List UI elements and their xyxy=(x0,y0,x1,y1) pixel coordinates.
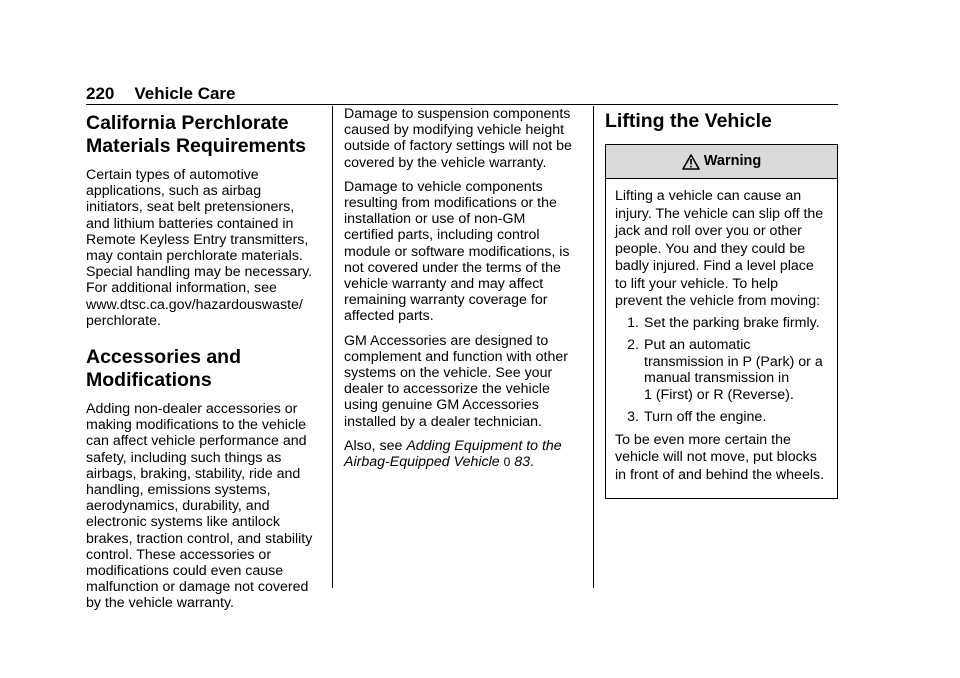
page-header xyxy=(86,84,838,104)
list-item xyxy=(615,409,827,426)
warning-steps xyxy=(615,315,827,426)
right-column xyxy=(605,106,838,499)
left-column xyxy=(86,106,322,620)
accessories-heading: Accessories and Modifications xyxy=(86,346,242,392)
lifting-heading: Lifting the Vehicle xyxy=(605,110,772,132)
step-text: Put an automatic transmission in P (Park) or a manual transmission in 1 (First) or R (Reverse). xyxy=(644,337,823,403)
warning-header xyxy=(606,145,837,179)
warning-outro: To be even more certain the vehicle will not move, put blocks in front of and behind the wheels. xyxy=(615,431,825,483)
warning-box xyxy=(605,144,838,499)
cross-reference-link[interactable]: Adding Equipment to the Airbag-Equipped Vehicle xyxy=(344,437,562,471)
accessories-paragraph: Adding non-dealer accessories or making modifications to the vehicle can affect vehicle performance and safety, including such things as airbags, braking, stability, ride and handling, emissions systems, aerodynamics, durability, and electronic systems like antilock brakes, traction control, and stability control. These accessories or modifications could even cause malfunction or damage not covered by the vehicle warranty. xyxy=(86,401,313,612)
warning-body xyxy=(606,179,837,498)
page-number: 220 xyxy=(86,84,115,103)
step-number: 2. xyxy=(627,337,639,353)
header-divider xyxy=(86,104,838,105)
column-divider xyxy=(332,106,333,588)
list-item xyxy=(615,337,827,403)
components-paragraph: Damage to vehicle components resulting from modifications or the installation or use of non-GM certified parts, including control module or software modifications, is not covered under the terms of the vehicle warranty and may affect remaining warranty coverage for affected parts. xyxy=(344,178,570,325)
suspension-paragraph: Damage to suspension components caused by modifying vehicle height outside of factory settings will not be covered by the vehicle warranty. xyxy=(344,106,572,171)
page-reference-number[interactable]: 83 xyxy=(510,454,531,471)
middle-column xyxy=(344,106,584,478)
column-divider xyxy=(593,106,594,588)
step-text: Turn off the engine. xyxy=(644,409,767,425)
step-text: Set the parking brake firmly. xyxy=(644,314,820,331)
step-number: 3. xyxy=(627,409,639,425)
page-reference-icon: 0 xyxy=(503,455,511,470)
step-number: 1. xyxy=(627,314,639,331)
see-also-prefix: Also, see xyxy=(344,437,407,454)
warning-triangle-icon xyxy=(682,154,700,170)
warning-title: Warning xyxy=(703,153,762,170)
perchlorate-paragraph: Certain types of automotive applications, such as airbag initiators, seat belt pretensioners, and lithium batteries contained in Remote Keyless Entry transmitters, may contain perchlorate materials. Special handling may be necessary. For additional information, see www.dtsc.ca.gov/hazardouswaste/ perchlorate. xyxy=(86,167,313,329)
section-title: Vehicle Care xyxy=(134,84,236,103)
see-also-paragraph xyxy=(344,438,584,470)
list-item xyxy=(615,315,827,332)
perchlorate-heading: California Perchlorate Materials Requirements xyxy=(86,112,306,157)
warning-intro: Lifting a vehicle can cause an injury. The vehicle can slip off the jack and roll over you or other people. You and they could be badly injured. Find a level place to lift your vehicle. To help prevent the vehicle from moving: xyxy=(615,188,824,309)
see-also-suffix: . xyxy=(530,454,534,471)
gm-accessories-paragraph: GM Accessories are designed to complement and function with other systems on the vehicle. See your dealer to accessorize the vehicle using genuine GM Accessories installed by a dealer technician. xyxy=(344,332,568,430)
